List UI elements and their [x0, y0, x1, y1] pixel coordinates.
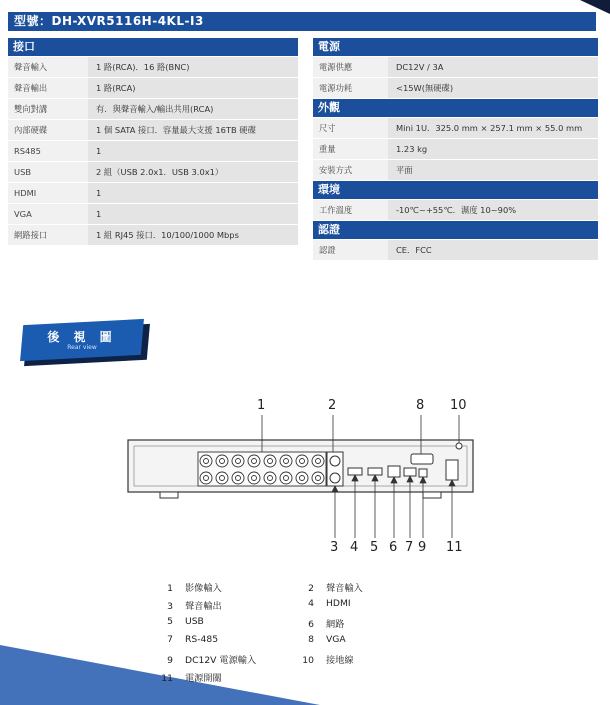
legend-number: 11 [161, 673, 173, 684]
spec-row [8, 141, 298, 162]
legend-number: 5 [167, 616, 173, 627]
spec-value: 1 路(RCA)．16 路(BNC) [88, 57, 298, 77]
legend-label: USB [185, 616, 204, 627]
device-rear-panel [0, 390, 610, 570]
spec-key: 內部硬碟 [8, 120, 88, 140]
spec-key: 網路接口 [8, 225, 88, 245]
legend-item [155, 580, 222, 594]
section-title-certification: 認證 [313, 221, 598, 239]
spec-key: RS485 [8, 141, 88, 161]
spec-value: 1 個 SATA 接口．容量最大支援 16TB 硬碟 [88, 120, 298, 140]
spec-row [313, 200, 598, 221]
legend-label: 聲音輸入 [326, 583, 363, 594]
callout-10: 10 [450, 398, 467, 413]
spec-key: 聲音輸出 [8, 78, 88, 98]
rear-view-title: 後 視 圖 [47, 330, 117, 344]
callout-4: 4 [350, 540, 359, 555]
callout-8: 8 [416, 398, 425, 413]
spec-key: HDMI [8, 183, 88, 203]
legend-item [155, 616, 204, 627]
spec-key: 尺寸 [313, 118, 388, 138]
legend-item [155, 670, 222, 684]
legend-label: 影像輸入 [185, 583, 222, 594]
spec-row [313, 57, 598, 78]
spec-value: -10℃~+55℃．濕度 10~90% [388, 200, 598, 220]
spec-value: 1 [88, 183, 298, 203]
spec-key: VGA [8, 204, 88, 224]
spec-value: 1 路(RCA) [88, 78, 298, 98]
section-title-ports: 接口 [8, 38, 298, 56]
spec-row [313, 160, 598, 181]
callout-2: 2 [328, 398, 337, 413]
spec-value: <15W(無硬碟) [388, 78, 598, 98]
spec-row [8, 57, 298, 78]
spec-row [313, 78, 598, 99]
spec-value: DC12V / 3A [388, 57, 598, 77]
legend-item [296, 598, 351, 609]
legend-item [155, 652, 256, 666]
spec-value: 平面 [388, 160, 598, 180]
spec-value: 1 [88, 204, 298, 224]
spec-row [313, 118, 598, 139]
legend-label: VGA [326, 634, 346, 645]
legend-number: 7 [167, 634, 173, 645]
spec-key: 雙向對講 [8, 99, 88, 119]
spec-key: 認證 [313, 240, 388, 260]
spec-row [8, 120, 298, 141]
legend-item [155, 598, 222, 612]
legend-label: 接地線 [326, 655, 354, 666]
legend-item [296, 616, 344, 630]
legend-number: 2 [308, 583, 314, 594]
legend-number: 8 [308, 634, 314, 645]
spec-value: 1 [88, 141, 298, 161]
spec-row [313, 240, 598, 261]
legend-label: HDMI [326, 598, 351, 609]
spec-row [8, 225, 298, 246]
legend-number: 6 [308, 619, 314, 630]
rear-panel-diagram [0, 390, 610, 570]
spec-value: 2 組（USB 2.0x1．USB 3.0x1） [88, 162, 298, 182]
legend-number: 10 [302, 655, 314, 666]
spec-key: 電源供應 [313, 57, 388, 77]
section-title-appearance: 外觀 [313, 99, 598, 117]
legend-label: DC12V 電源輸入 [185, 655, 257, 666]
spec-key: 工作溫度 [313, 200, 388, 220]
legend-number: 1 [167, 583, 173, 594]
spec-row [8, 183, 298, 204]
legend-label: 電源開關 [185, 673, 222, 684]
spec-row [313, 139, 598, 160]
legend-number: 9 [167, 655, 173, 666]
spec-value: 1.23 kg [388, 139, 598, 159]
spec-column-right [313, 38, 598, 261]
spec-key: 重量 [313, 139, 388, 159]
spec-row [8, 78, 298, 99]
legend-item [296, 634, 346, 645]
spec-key: 安裝方式 [313, 160, 388, 180]
spec-key: 聲音輸入 [8, 57, 88, 77]
callout-7: 7 [405, 540, 414, 555]
spec-value: CE．FCC [388, 240, 598, 260]
callout-1: 1 [257, 398, 266, 413]
spec-key: USB [8, 162, 88, 182]
legend-number: 3 [167, 601, 173, 612]
spec-row [8, 99, 298, 120]
callout-11: 11 [446, 540, 463, 555]
section-title-power: 電源 [313, 38, 598, 56]
spec-key: 電源功耗 [313, 78, 388, 98]
legend-label: RS-485 [185, 634, 219, 645]
callout-6: 6 [389, 540, 398, 555]
spec-value: Mini 1U．325.0 mm × 257.1 mm × 55.0 mm [388, 118, 598, 138]
spec-row [8, 162, 298, 183]
legend-item [155, 634, 218, 645]
section-title-environment: 環境 [313, 181, 598, 199]
legend-item [296, 652, 354, 666]
rear-view-badge [22, 322, 150, 366]
callout-9: 9 [418, 540, 427, 555]
rear-view-subtitle: Rear view [67, 344, 97, 351]
spec-value: 1 組 RJ45 接口．10/100/1000 Mbps [88, 225, 298, 245]
legend-number: 4 [308, 598, 314, 609]
legend-label: 網路 [326, 619, 345, 630]
spec-value: 有．與聲音輸入/輸出共用(RCA) [88, 99, 298, 119]
callout-5: 5 [370, 540, 379, 555]
spec-row [8, 204, 298, 225]
legend-item [296, 580, 363, 594]
callout-3: 3 [330, 540, 339, 555]
legend-label: 聲音輸出 [185, 601, 222, 612]
model-title: 型號：DH-XVR5116H-4KL-I3 [8, 12, 596, 31]
spec-column-left [8, 38, 298, 246]
